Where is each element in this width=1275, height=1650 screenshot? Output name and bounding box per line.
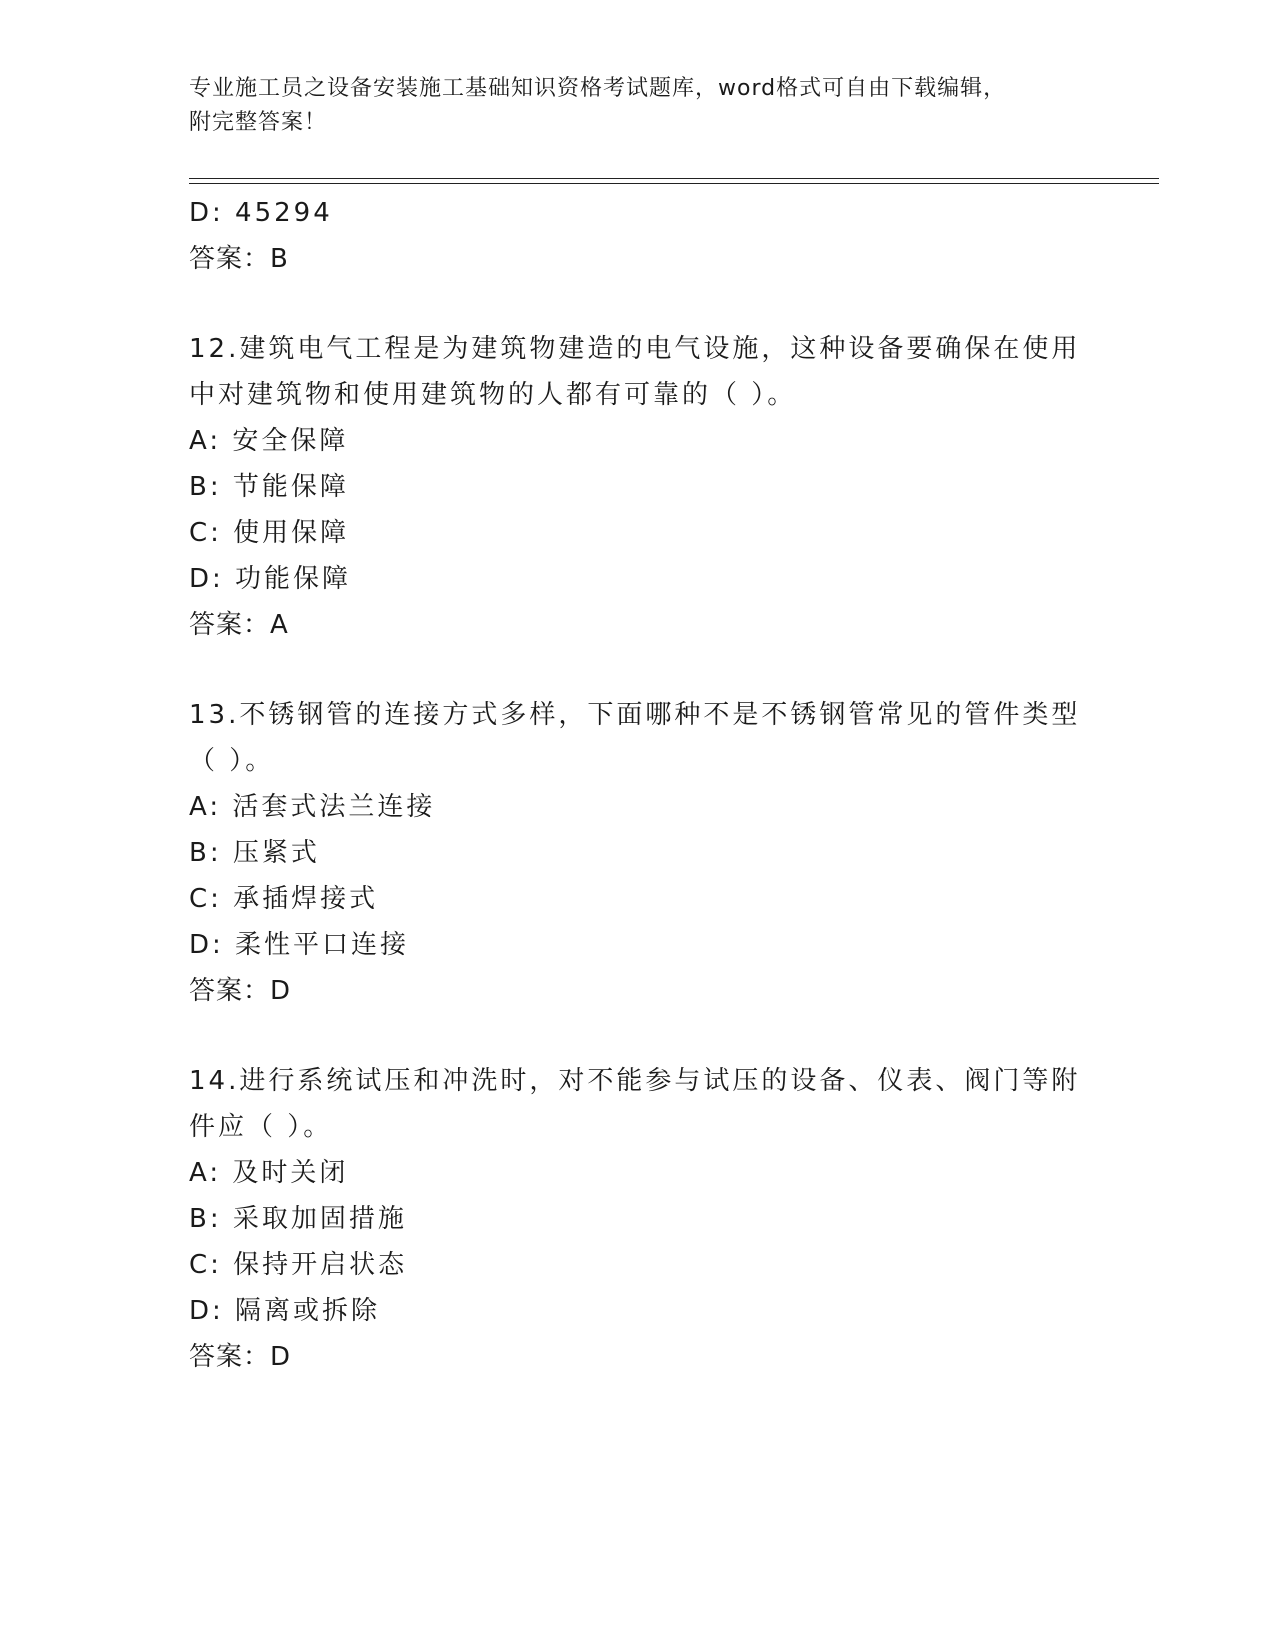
- option-b: B: 节能保障: [189, 472, 349, 502]
- option-d: D: 柔性平口连接: [189, 930, 410, 960]
- question-13: [189, 692, 1089, 1014]
- option-b: B: 压紧式: [189, 838, 320, 868]
- answer: 答案：D: [189, 976, 292, 1006]
- answer: 答案：B: [189, 244, 289, 274]
- question-stem-line-1: 14.进行系统试压和冲洗时，对不能参与试压的设备、仪表、阀门等附: [189, 1066, 1081, 1096]
- question-stem-line-2: 件应（ ）。: [189, 1112, 333, 1142]
- spacer: [189, 282, 1089, 326]
- question-12: [189, 326, 1089, 648]
- question-stem-line-1: 13.不锈钢管的连接方式多样，下面哪种不是不锈钢管常见的管件类型: [189, 700, 1081, 730]
- document-body: [189, 190, 1089, 1380]
- question-stem-line-2: 中对建筑物和使用建筑物的人都有可靠的（ ）。: [189, 380, 797, 410]
- header-line-1: 专业施工员之设备安装施工基础知识资格考试题库，word格式可自由下载编辑，: [189, 76, 1007, 101]
- header-divider-bottom: [189, 183, 1159, 184]
- question-14: [189, 1058, 1089, 1380]
- answer: 答案：A: [189, 610, 289, 640]
- option-c: C: 承插焊接式: [189, 884, 379, 914]
- option-b: B: 采取加固措施: [189, 1204, 407, 1234]
- page-header: [189, 72, 1089, 140]
- option-a: A: 及时关闭: [189, 1158, 349, 1188]
- option-c: C: 使用保障: [189, 518, 350, 548]
- spacer: [189, 1014, 1089, 1058]
- header-divider-top: [189, 178, 1159, 179]
- spacer: [189, 648, 1089, 692]
- option-c: C: 保持开启状态: [189, 1250, 408, 1280]
- option-d: D: 功能保障: [189, 564, 352, 594]
- header-line-2: 附完整答案！: [189, 110, 328, 135]
- option-a: A: 安全保障: [189, 426, 349, 456]
- option-d: D: 45294: [189, 198, 333, 228]
- option-a: A: 活套式法兰连接: [189, 792, 436, 822]
- option-d: D: 隔离或拆除: [189, 1296, 381, 1326]
- continued-question: [189, 190, 1089, 282]
- question-stem-line-2: （ ）。: [189, 746, 275, 776]
- answer: 答案：D: [189, 1342, 292, 1372]
- question-stem-line-1: 12.建筑电气工程是为建筑物建造的电气设施，这种设备要确保在使用: [189, 334, 1081, 364]
